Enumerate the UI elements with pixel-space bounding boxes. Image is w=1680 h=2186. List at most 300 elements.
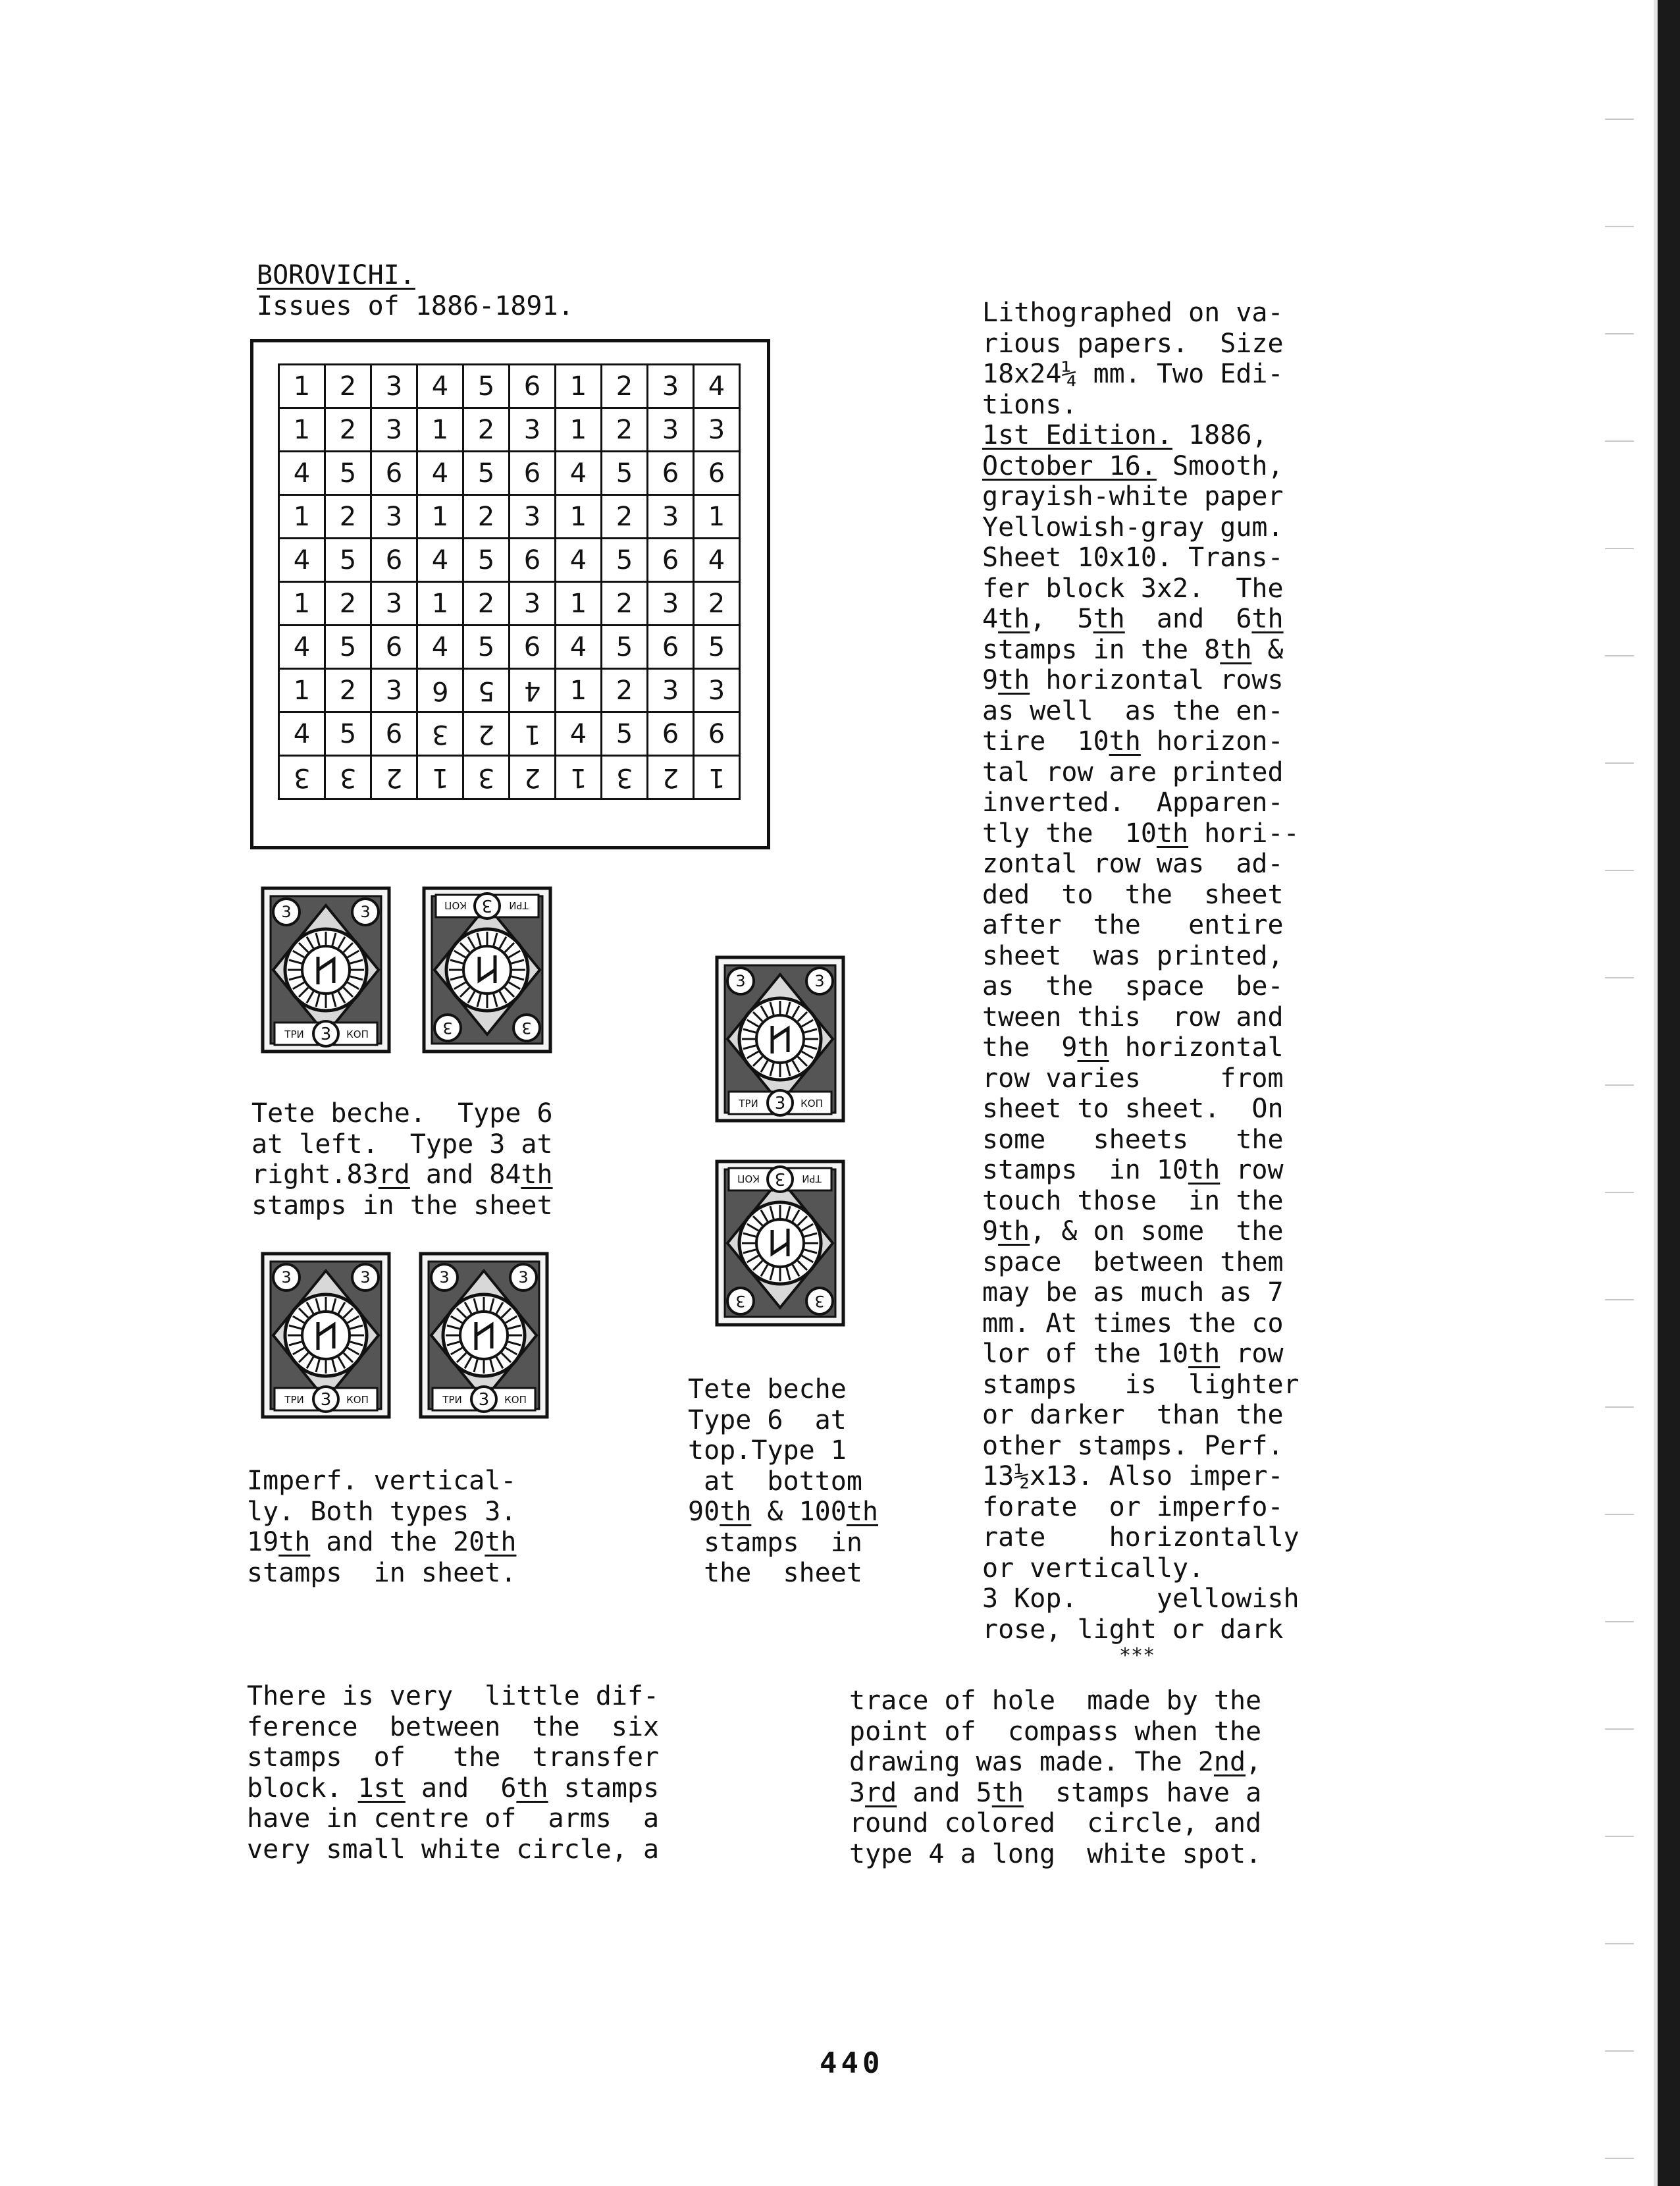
text-line (982, 1308, 1299, 1339)
text-run: sheet to sheet. On (982, 1094, 1284, 1124)
text-run: after the entire (982, 910, 1284, 940)
svg-text:3: 3 (281, 903, 292, 921)
underlined-text: th (485, 1527, 517, 1557)
sheet-cell-value: 6 (662, 458, 679, 489)
text-run: 3 Kop. yellowish (982, 1584, 1299, 1614)
text-run: ference between the six (247, 1711, 660, 1742)
text-run: and 6 (1124, 604, 1252, 634)
text-line (982, 1002, 1299, 1033)
text-line (982, 1125, 1299, 1156)
sheet-cell (694, 669, 740, 712)
sheet-cell-value: 2 (477, 414, 495, 445)
text-run: tween this row and (982, 1001, 1284, 1032)
text-run: stamps of the transfer (247, 1742, 660, 1773)
sheet-cell (510, 539, 556, 582)
sheet-cell (371, 756, 417, 799)
sheet-cell (602, 408, 648, 452)
binder-tick (1605, 1192, 1634, 1193)
sheet-cell (417, 712, 463, 756)
text-line (688, 1405, 878, 1436)
text-line (982, 420, 1299, 451)
sheet-cell (463, 626, 510, 669)
text-run: and 6 (405, 1773, 517, 1803)
stamp-drawing (421, 886, 553, 1054)
underlined-text: th (1077, 1032, 1109, 1063)
sheet-cell-value: 1 (293, 675, 311, 706)
text-line (982, 880, 1299, 911)
sheet-cell-value: 2 (662, 762, 679, 793)
text-line (849, 1717, 1261, 1747)
svg-text:3: 3 (518, 1268, 529, 1287)
sheet-cell (463, 408, 510, 452)
text-run: 19 (247, 1527, 279, 1557)
sheet-cell-value: 4 (569, 545, 587, 575)
sheet-cell (463, 495, 510, 539)
sheet-cell-value: 3 (385, 371, 403, 402)
sheet-cell (556, 539, 602, 582)
sheet-cell (648, 495, 694, 539)
sheet-cell-value: 3 (708, 675, 725, 706)
sheet-cell-value: 6 (385, 545, 403, 575)
sheet-cell-value: 3 (477, 762, 495, 793)
text-run: stamps in (688, 1527, 862, 1558)
text-line (849, 1686, 1261, 1717)
sheet-cell-value: 2 (616, 588, 633, 619)
sheet-cell-value: 4 (293, 631, 311, 662)
binder-tick (1605, 440, 1634, 442)
sheet-cell-value: 6 (385, 458, 403, 489)
sheet-cell (694, 756, 740, 799)
sheet-cell-value: 5 (616, 631, 633, 662)
text-line (982, 604, 1299, 635)
text-line (982, 1063, 1299, 1094)
text-run: may be as much as 7 (982, 1277, 1284, 1308)
sheet-cell-value: 3 (662, 371, 679, 402)
text-line (982, 1584, 1299, 1614)
stamp-image-tete-beche-left-2 (421, 886, 553, 1057)
text-line (982, 818, 1299, 849)
sheet-cell (417, 669, 463, 712)
underlined-text: th (998, 665, 1030, 695)
sheet-cell (417, 452, 463, 495)
text-line (982, 971, 1299, 1002)
sheet-cell (556, 495, 602, 539)
text-line (247, 1712, 659, 1743)
svg-text:3: 3 (735, 972, 746, 990)
svg-text:3: 3 (281, 1268, 292, 1287)
text-line (982, 665, 1299, 696)
sheet-cell-value: 2 (523, 762, 541, 793)
sheet-row (279, 626, 740, 669)
sheet-cell (648, 539, 694, 582)
svg-text:3: 3 (442, 1019, 453, 1037)
sheet-cell-value: 3 (385, 501, 403, 532)
text-line (982, 1247, 1299, 1278)
sheet-cell-value: 6 (708, 718, 725, 749)
text-line (982, 512, 1299, 543)
text-run: touch those in the (982, 1185, 1284, 1216)
sheet-cell-value: 2 (616, 371, 633, 402)
sheet-cell-value: 3 (523, 414, 541, 445)
sheet-row (279, 408, 740, 452)
description-column (982, 298, 1299, 1645)
sheet-cell-value: 3 (662, 588, 679, 619)
text-line (982, 1553, 1299, 1584)
text-run: 3 (849, 1777, 866, 1808)
sheet-cell (417, 365, 463, 408)
svg-text:ТРИ: ТРИ (284, 1394, 304, 1406)
binder-tick (1605, 548, 1634, 549)
text-run: 9 (982, 665, 999, 695)
sheet-cell-value: 5 (339, 545, 357, 575)
underlined-text: th (1109, 726, 1141, 757)
sheet-cell (371, 539, 417, 582)
svg-text:КОП: КОП (346, 1028, 369, 1040)
svg-text:КОП: КОП (444, 899, 467, 911)
sheet-cell (648, 626, 694, 669)
sheet-cell (463, 582, 510, 626)
underlined-text: th (516, 1773, 548, 1803)
text-run: horizontal rows (1030, 665, 1284, 695)
sheet-cell (510, 756, 556, 799)
binder-tick (1605, 1514, 1634, 1515)
svg-text:3: 3 (774, 1094, 786, 1113)
text-line (688, 1466, 878, 1497)
sheet-cell (694, 712, 740, 756)
svg-text:3: 3 (481, 895, 493, 915)
sheet-cell-value: 3 (523, 501, 541, 532)
sheet-cell-value: 3 (662, 675, 679, 706)
sheet-cell (510, 495, 556, 539)
sheet-cell-value: 4 (431, 545, 449, 575)
sheet-cell (510, 408, 556, 452)
sheet-cell (463, 712, 510, 756)
sheet-cell-value: 6 (708, 458, 725, 489)
sheet-cell-value: 3 (339, 762, 357, 793)
sheet-cell-value: 1 (293, 501, 311, 532)
sheet-row (279, 756, 740, 799)
underlined-text: th (1093, 604, 1125, 634)
sheet-cell (648, 669, 694, 712)
stamp-image-imperf-1 (260, 1251, 392, 1422)
text-run: tions. (982, 389, 1078, 420)
text-run: Tete beche. Type 6 (251, 1098, 553, 1129)
sheet-cell (279, 669, 325, 712)
sheet-cell (556, 408, 602, 452)
sheet-cell (371, 495, 417, 539)
text-run: inverted. Apparen- (982, 787, 1284, 818)
text-line (982, 1155, 1299, 1186)
sheet-cell (510, 365, 556, 408)
underlined-text: th (1251, 604, 1284, 634)
text-run: ly. Both types 3. (247, 1496, 517, 1527)
svg-text:3: 3 (360, 1268, 371, 1287)
text-run: space between them (982, 1246, 1284, 1277)
sheet-cell-value: 5 (708, 631, 725, 662)
text-line (982, 481, 1299, 512)
sheet-row (279, 365, 740, 408)
text-line (982, 726, 1299, 757)
sheet-row (279, 669, 740, 712)
underlined-text: th (846, 1497, 879, 1527)
binder-tick (1605, 1299, 1634, 1300)
sheet-cell-value: 1 (708, 501, 725, 532)
text-run: Sheet 10x10. Trans- (982, 543, 1284, 573)
text-run: and 84 (409, 1160, 521, 1190)
sheet-cell-value: 2 (339, 501, 357, 532)
text-run: tly the 10 (982, 818, 1157, 849)
text-run: row varies from (982, 1063, 1284, 1094)
caption-tete-beche-left (251, 1098, 553, 1221)
sheet-cell-value: 3 (385, 675, 403, 706)
sheet-cell-value: 6 (523, 545, 541, 575)
svg-text:3: 3 (439, 1268, 450, 1287)
sheet-cell (602, 756, 648, 799)
sheet-cell (694, 495, 740, 539)
sheet-cell-value: 6 (523, 371, 541, 402)
sheet-cell (325, 365, 371, 408)
text-run: Imperf. vertical- (247, 1466, 517, 1496)
sheet-cell-value: 5 (477, 545, 495, 575)
binder-tick (1605, 1406, 1634, 1408)
sheet-cell (417, 582, 463, 626)
underlined-text: th (278, 1527, 311, 1557)
underlined-text: th (1188, 1339, 1221, 1369)
underlined-text: th (720, 1497, 752, 1527)
underlined-text: th (1188, 1155, 1221, 1185)
sheet-layout-table (278, 363, 741, 800)
text-run: row (1220, 1339, 1284, 1369)
sheet-cell (417, 756, 463, 799)
sheet-cell-value: 3 (293, 762, 311, 793)
sheet-cell-value: 1 (569, 371, 587, 402)
page-number: 440 (820, 2046, 884, 2080)
sheet-cell (325, 756, 371, 799)
text-run: Type 6 at (688, 1404, 847, 1435)
text-run: tire 10 (982, 726, 1109, 757)
sheet-cell (417, 495, 463, 539)
svg-text:3: 3 (814, 972, 825, 990)
underlined-text: rd (865, 1777, 897, 1808)
sheet-cell (556, 365, 602, 408)
sheet-row (279, 539, 740, 582)
underlined-text: th (998, 604, 1030, 634)
sheet-cell-value: 5 (339, 718, 357, 749)
sheet-cell (279, 539, 325, 582)
underlined-text: 1st (357, 1773, 406, 1803)
text-line (982, 451, 1299, 482)
text-run: at left. Type 3 at (251, 1129, 553, 1160)
sheet-cell (325, 452, 371, 495)
sheet-cell (602, 669, 648, 712)
sheet-cell-value: 4 (431, 631, 449, 662)
text-line (982, 1370, 1299, 1400)
sheet-cell (371, 365, 417, 408)
sheet-cell (648, 408, 694, 452)
text-line (982, 359, 1299, 390)
underlined-text: th (998, 1216, 1030, 1246)
text-line (982, 329, 1299, 360)
text-run: , (1246, 1747, 1262, 1777)
text-run: tal row are printed (982, 757, 1284, 787)
text-run: zontal row was ad- (982, 849, 1284, 879)
sheet-cell-value: 1 (293, 414, 311, 445)
sheet-cell (325, 582, 371, 626)
sheet-cell-value: 1 (431, 762, 449, 793)
sheet-cell-value: 1 (523, 718, 541, 749)
sheet-cell-value: 2 (477, 718, 495, 749)
text-run: Smooth, (1156, 450, 1284, 481)
binder-tick (1605, 2050, 1634, 2052)
sheet-cell (510, 712, 556, 756)
text-line (251, 1098, 553, 1129)
binder-tick (1605, 333, 1634, 334)
sheet-cell (279, 756, 325, 799)
text-run: or vertically. (982, 1553, 1205, 1584)
stamp-image-tete-beche-top-1 (714, 955, 846, 1126)
sheet-cell (602, 452, 648, 495)
text-line (982, 1461, 1299, 1492)
sheet-cell (694, 365, 740, 408)
binder-tick (1605, 762, 1634, 764)
svg-text:3: 3 (521, 1019, 532, 1037)
svg-text:КОП: КОП (801, 1098, 823, 1109)
text-run: 4 (982, 604, 999, 634)
text-line (982, 849, 1299, 880)
sheet-cell-value: 1 (569, 762, 587, 793)
text-run: stamps have a (1023, 1777, 1262, 1808)
sheet-cell (510, 582, 556, 626)
svg-text:3: 3 (814, 1292, 825, 1310)
sheet-cell-value: 4 (569, 458, 587, 489)
text-line (688, 1558, 878, 1589)
sheet-cell-value: 4 (431, 458, 449, 489)
sheet-cell (602, 365, 648, 408)
sheet-row (279, 452, 740, 495)
text-line (982, 1614, 1299, 1645)
text-run: some sheets the (982, 1124, 1284, 1155)
text-run: 90 (688, 1497, 720, 1527)
binder-tick (1605, 1943, 1634, 1944)
sheet-cell (463, 539, 510, 582)
text-line (688, 1435, 878, 1466)
text-run: 18x24¼ mm. Two Edi- (982, 359, 1284, 389)
text-run: at bottom (688, 1466, 862, 1497)
text-run: Lithographed on va- (982, 298, 1284, 328)
text-run: grayish-white paper (982, 481, 1284, 512)
sheet-cell (279, 408, 325, 452)
underlined-text: th (521, 1160, 553, 1190)
svg-text:ТРИ: ТРИ (739, 1098, 758, 1109)
sheet-cell-value: 1 (293, 371, 311, 402)
caption-imperf-vertical (247, 1466, 516, 1588)
sheet-cell (556, 452, 602, 495)
binder-tick (1605, 1621, 1634, 1622)
sheet-cell (417, 539, 463, 582)
binder-tick (1605, 2158, 1634, 2159)
svg-text:3: 3 (320, 1390, 332, 1410)
sheet-cell (371, 669, 417, 712)
text-line (982, 1400, 1299, 1431)
text-line (247, 1803, 659, 1834)
section-separator: *** (1119, 1644, 1155, 1667)
underlined-text: October 16. (982, 450, 1157, 481)
sheet-cell-value: 2 (616, 501, 633, 532)
text-line (849, 1808, 1261, 1839)
sheet-cell (279, 495, 325, 539)
stamp-drawing (714, 1159, 846, 1327)
sheet-cell (602, 626, 648, 669)
text-run: Tete beche (688, 1374, 847, 1404)
sheet-cell (648, 365, 694, 408)
sheet-cell-value: 4 (293, 458, 311, 489)
sheet-cell (556, 582, 602, 626)
sheet-cell-value: 1 (293, 588, 311, 619)
stamp-image-imperf-2 (418, 1251, 550, 1422)
sheet-cell (556, 712, 602, 756)
sheet-cell-value: 5 (339, 631, 357, 662)
sheet-row (279, 495, 740, 539)
text-line (251, 1129, 553, 1160)
sheet-cell-value: 5 (477, 675, 495, 706)
text-run: and the 20 (310, 1527, 485, 1557)
sheet-cell-value: 5 (339, 458, 357, 489)
sheet-cell (371, 582, 417, 626)
sheet-cell (694, 452, 740, 495)
sheet-cell-value: 4 (293, 718, 311, 749)
sheet-cell (371, 408, 417, 452)
stamp-drawing (418, 1251, 550, 1420)
sheet-cell-value: 3 (385, 588, 403, 619)
sheet-cell-value: 6 (385, 631, 403, 662)
sheet-cell-value: 2 (477, 501, 495, 532)
text-run: stamps (548, 1773, 660, 1803)
sheet-cell (279, 582, 325, 626)
text-line (982, 1522, 1299, 1553)
binder-tick (1605, 655, 1634, 656)
text-line (982, 1431, 1299, 1462)
text-line (982, 543, 1299, 573)
sheet-cell (417, 626, 463, 669)
stamp-drawing (260, 1251, 392, 1420)
svg-text:ТРИ: ТРИ (509, 899, 529, 911)
sheet-cell-value: 3 (616, 762, 633, 793)
sheet-cell (648, 582, 694, 626)
sheet-cell-value: 1 (431, 588, 449, 619)
svg-text:3: 3 (478, 1390, 490, 1410)
stamp-image-tete-beche-top-2 (714, 1159, 846, 1330)
sheet-cell (279, 452, 325, 495)
sheet-cell-value: 3 (523, 588, 541, 619)
sheet-cell (556, 669, 602, 712)
svg-text:ТРИ: ТРИ (802, 1173, 822, 1185)
text-line (849, 1839, 1261, 1870)
sheet-cell (556, 626, 602, 669)
sheet-cell-value: 1 (569, 414, 587, 445)
sheet-cell-value: 1 (569, 501, 587, 532)
text-run: block. (247, 1773, 358, 1803)
sheet-cell-value: 1 (569, 588, 587, 619)
underlined-text: th (1156, 818, 1189, 849)
text-line (982, 298, 1299, 329)
text-line (247, 1497, 516, 1528)
sheet-cell-value: 6 (662, 718, 679, 749)
text-line (247, 1773, 659, 1804)
text-line (247, 1834, 659, 1865)
text-line (982, 1186, 1299, 1217)
text-line (251, 1190, 553, 1221)
binder-strip (1658, 0, 1680, 2186)
